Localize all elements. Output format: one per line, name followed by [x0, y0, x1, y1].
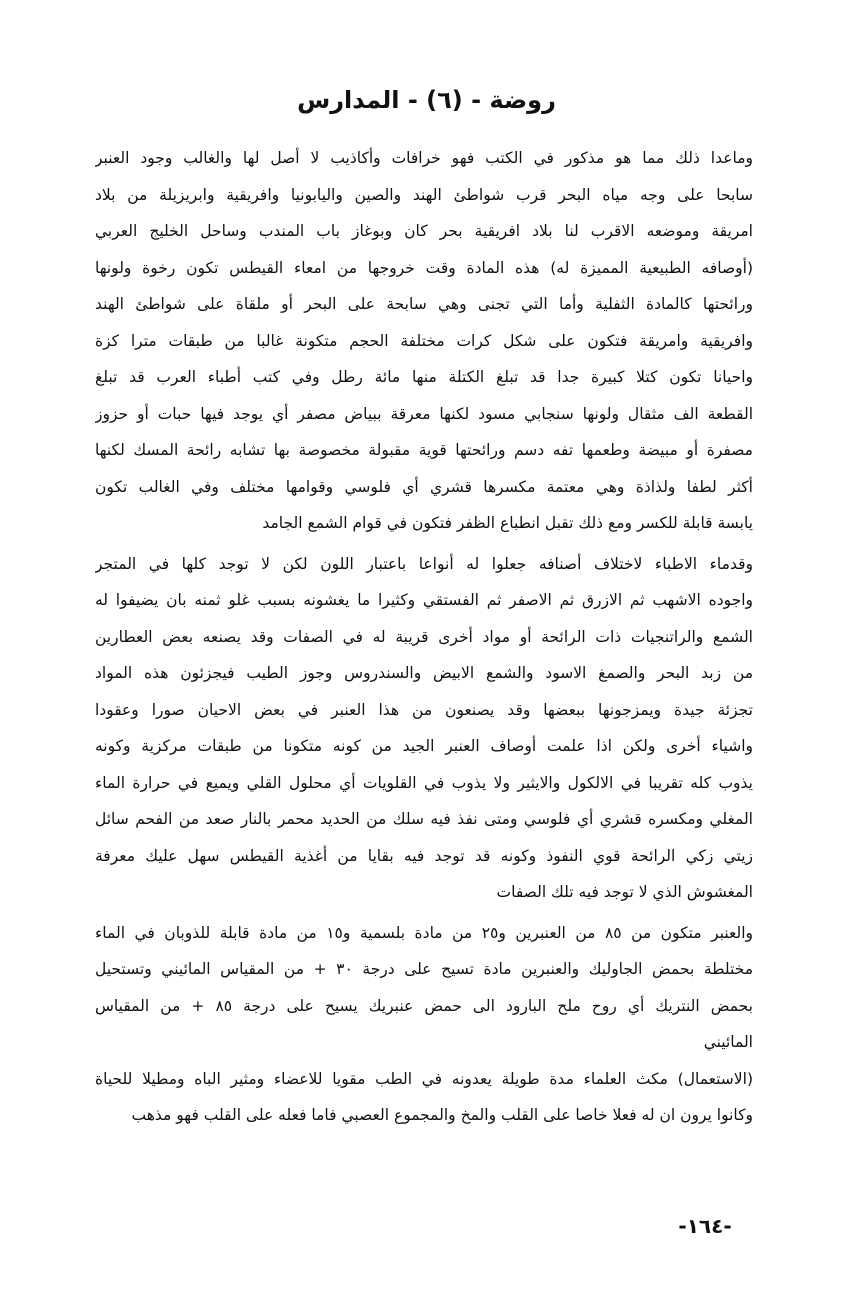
text-line: (الاستعمال) مكث العلماء مدة طويلة يعدونه في الطب مقويا للاعضاء ومثير الباه ومطيلا للحياة	[95, 1069, 753, 1088]
text-line: يابسة قابلة للكسر ومع ذلك تقبل انطباع الظفر فتكون في قوام الشمع الجامد	[262, 514, 753, 532]
text-line: المائيني	[703, 1033, 753, 1051]
text-line: وقدماء الاطباء لاختلاف أصنافه جعلوا له أنواعا باعتبار اللون لكن لا توجد كلها في المتجر	[95, 554, 753, 573]
text-line: القطعة الف مثقال ولونها سنجابي مسود لكنها معرقة ببياض مصفر أي يوجد فيها حبات أو حزوز	[95, 404, 753, 423]
text-line: وافريقية وامريقة فتكون على شكل كرات مختلفة الحجم متكونة غالبا من طبقات مترا كزة	[95, 331, 753, 350]
body-text	[95, 140, 753, 1134]
text-line: تجزئة جيدة ويمزجونها ببعضها وقد يصنعون من هذا العنبر في بعض الاحيان صورا وعقودا	[95, 700, 753, 719]
paragraph	[95, 546, 753, 911]
page-header: روضة - (٦) - المدارس	[297, 86, 556, 114]
paragraph	[95, 915, 753, 1134]
text-line: بحمض النتريك أي روح ملح البارود الى حمض عنبريك يسيح على درجة ٨٥ + من المقياس	[95, 996, 753, 1015]
text-line: المغشوش الذي لا توجد فيه تلك الصفات	[496, 883, 753, 901]
page-number: -١٦٤-	[678, 1214, 732, 1238]
text-line: واجوده الاشهب ثم الازرق ثم الاصفر ثم الفستقي وكثيرا ما يغشونه بسبب غلو ثمنه بان يضيفوا له	[95, 591, 753, 609]
text-line: مصفرة أو مبيضة وطعمها تفه دسم ورائحتها قوية مقبولة مخصوصة بها تشابه رائحة المسك لكنها	[95, 441, 753, 459]
text-line: المغلي ومكسره قشري أي فلوسي ومتى نفذ فيه سلك من الحديد محمر بالنار صعد من الفحم سائل	[95, 810, 753, 828]
text-line: واشياء أخرى ولكن اذا علمت أوصاف العنبر الجيد من كونه متكونا من طبقات مركزية وكونه	[95, 737, 753, 755]
text-line: واحيانا تكون كتلا كبيرة جدا قد تبلغ الكتلة منها مائة رطل وفي كتب أطباء العرب قد تبلغ	[95, 368, 753, 386]
paragraph	[95, 140, 753, 542]
text-line: (أوصافه الطبيعية المميزة له) هذه المادة وقت خروجها من امعاء القيطس تكون رخوة ولونها	[95, 258, 753, 277]
text-line: مختلطة بحمض الجاوليك والعنبرين مادة تسيح على درجة ٣٠ + من المقياس المائيني وتستحيل	[95, 960, 753, 978]
text-line: والعنبر متكون من ٨٥ من العنبرين و٢٥ من مادة بلسمية و١٥ من مادة قابلة للذوبان في الماء	[95, 923, 753, 942]
text-line: وكانوا يرون ان له فعلا خاصا على القلب والمخ والمجموع العصبي فاما فعله على القلب فهو مذهب	[131, 1106, 753, 1124]
text-line: أكثر لطفا ولذاذة وهي معتمة مكسرها قشري أي فلوسي وقوامها مختلف وفي الغالب تكون	[95, 477, 753, 496]
text-line: زيتي زكي الرائحة قوي النفوذ وكونه قد توجد فيه بقايا من أغذية القيطس سهل عليك معرفة	[95, 846, 753, 865]
text-line: وماعدا ذلك مما هو مذكور في الكتب فهو خرافات وأكاذيب لا أصل لها والغالب وجود العنبر	[95, 149, 753, 167]
text-line: الشمع والراتنجيات ذات الرائحة أو مواد أخرى قريبة له في الصفات وقد يصنعه بعض العطارين	[95, 627, 753, 646]
text-line: امريقة وموضعه الاقرب لنا بلاد افريقية بحر كان وبوغاز باب المندب وساحل الخليج العربي	[95, 222, 753, 240]
text-line: ورائحتها كالمادة الثفلية وأما التي تجنى وهي سابحة على البحر أو ملقاة على شواطئ الهند	[95, 295, 753, 313]
text-line: يذوب كله تقريبا في الالكول والايثير ولا يذوب في القلويات أي محلول القلي ويميع في حرارة الماء	[95, 773, 753, 792]
text-line: سابحا على وجه مياه البحر قرب شواطئ الهند والصين واليابونيا وافريقية وابريزيلة من بلاد	[95, 185, 753, 204]
text-line: من زبد البحر والصمغ الاسود والشمع الابيض والسندروس وجوز الطيب فيجزئون هذه المواد	[95, 664, 753, 682]
